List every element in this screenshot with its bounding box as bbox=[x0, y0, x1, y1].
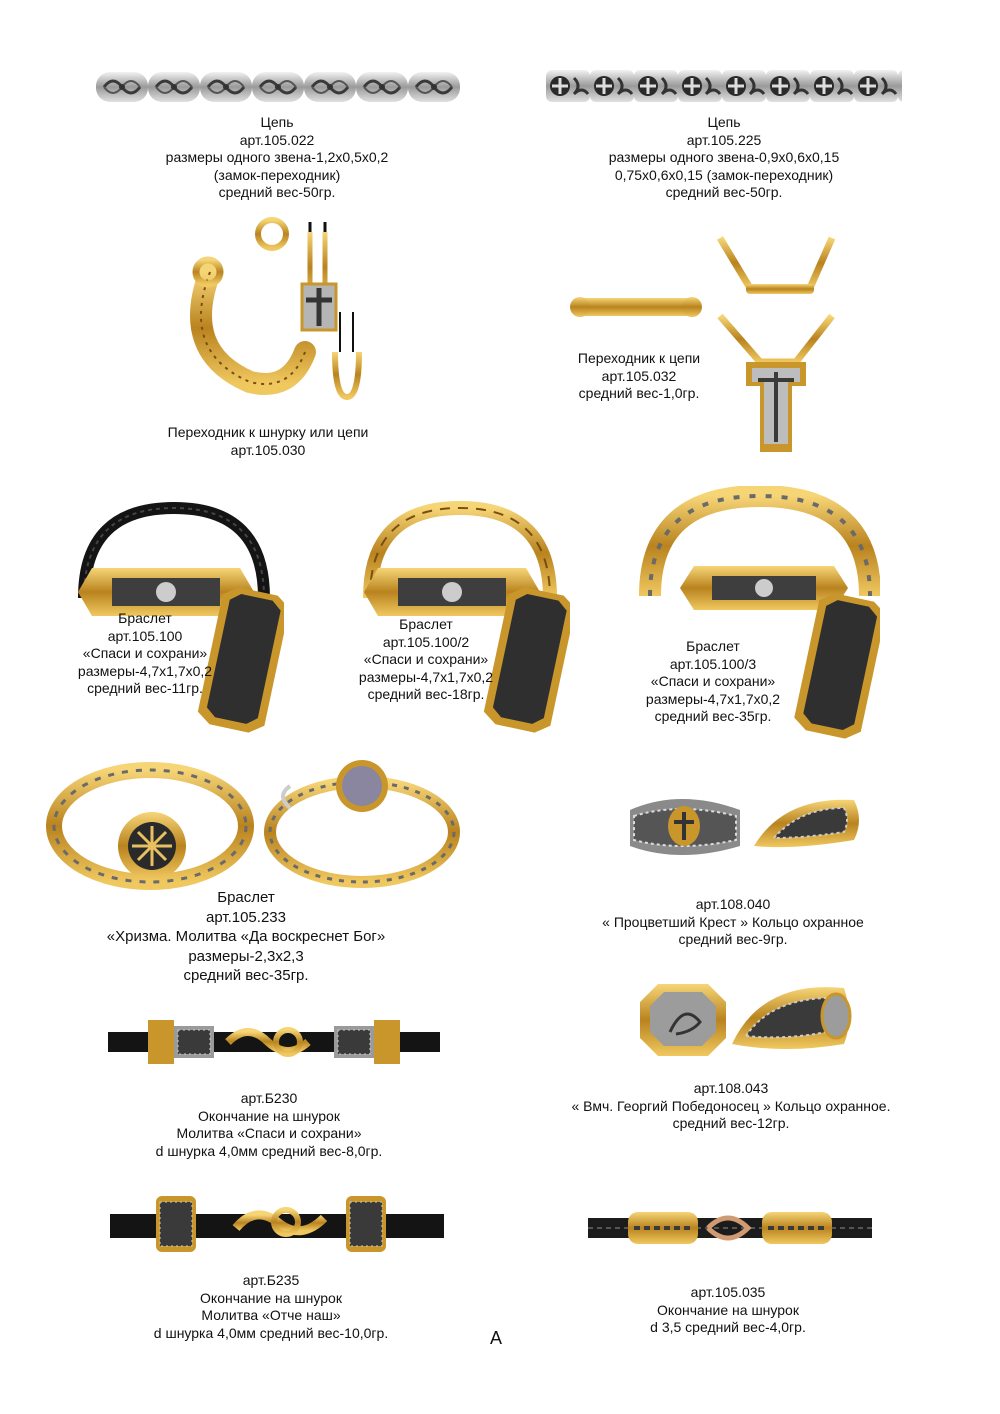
caption-line: арт.108.040 bbox=[695, 896, 771, 912]
caption-line: средний вес-9гр. bbox=[678, 931, 788, 947]
caption-line: средний вес-1,0гр. bbox=[578, 385, 700, 401]
ending-b230-image bbox=[108, 1012, 440, 1072]
caption-line: Браслет bbox=[118, 610, 172, 626]
caption-bracelet-105-100 bbox=[78, 610, 212, 698]
caption-line: Переходник к цепи bbox=[577, 350, 701, 366]
caption-line: размеры-4,7х1,7х0,2 bbox=[645, 690, 781, 707]
caption-line: Молитва «Спаси и сохрани» bbox=[176, 1125, 362, 1141]
chain-105-022-image bbox=[96, 66, 460, 108]
caption-line: арт.Б230 bbox=[240, 1090, 298, 1106]
caption-line: d шнурка 4,0мм средний вес-10,0гр. bbox=[153, 1324, 389, 1341]
caption-line: средний вес-11гр. bbox=[87, 680, 203, 696]
caption-line: Цепь bbox=[707, 114, 741, 130]
caption-line: Цепь bbox=[260, 114, 294, 130]
caption-line: арт.105.022 bbox=[239, 131, 315, 148]
ending-105-035-image bbox=[588, 1200, 872, 1256]
caption-line: арт.105.225 bbox=[686, 131, 762, 148]
caption-ending-b230 bbox=[156, 1090, 383, 1160]
caption-line: арт.105.035 bbox=[690, 1284, 766, 1300]
caption-line: Окончание на шнурок bbox=[200, 1289, 342, 1306]
caption-ending-105-035 bbox=[650, 1284, 806, 1337]
caption-line: 0,75х0,6х0,15 (замок-переходник) bbox=[614, 166, 834, 183]
caption-line: Окончание на шнурок bbox=[657, 1301, 799, 1318]
caption-line: арт.105.100 bbox=[107, 627, 183, 644]
caption-line: арт.105.233 bbox=[206, 908, 286, 926]
caption-bracelet-105-100-2 bbox=[359, 616, 493, 704]
caption-line: арт.Б235 bbox=[242, 1272, 300, 1288]
caption-line: (замок-переходник) bbox=[213, 166, 341, 183]
caption-line: размеры-2,3х2,3 bbox=[188, 947, 304, 965]
caption-line: размеры одного звена-1,2х0,5х0,2 bbox=[165, 149, 389, 165]
caption-line: средний вес-12гр. bbox=[672, 1115, 790, 1131]
caption-line: размеры-4,7х1,7х0,2 bbox=[358, 668, 494, 685]
caption-line: Молитва «Отче наш» bbox=[201, 1307, 341, 1323]
adapter-105-030-image bbox=[180, 212, 380, 412]
caption-bracelet-105-233 bbox=[107, 888, 386, 986]
caption-line: арт.108.043 bbox=[693, 1080, 769, 1096]
caption-line: «Спаси и сохрани» bbox=[82, 645, 208, 661]
bracelet-105-233-image bbox=[40, 756, 460, 892]
caption-line: «Хризма. Молитва «Да воскреснет Бог» bbox=[106, 928, 386, 945]
caption-line: арт.105.100/2 bbox=[382, 633, 470, 650]
caption-adapter-105-030 bbox=[168, 424, 369, 459]
caption-line: средний вес-35гр. bbox=[654, 708, 772, 724]
caption-chain-105-225 bbox=[609, 114, 839, 202]
caption-adapter-105-032 bbox=[578, 350, 700, 403]
caption-line: размеры-4,7х1,7х0,2 bbox=[77, 662, 213, 679]
caption-line: d 3,5 средний вес-4,0гр. bbox=[650, 1319, 806, 1335]
caption-line: Браслет bbox=[217, 889, 275, 906]
caption-line: размеры одного звена-0,9х0,6х0,15 bbox=[608, 149, 840, 165]
caption-line: Переходник к шнурку или цепи bbox=[167, 424, 369, 440]
adapter-105-032-image bbox=[570, 232, 840, 460]
caption-line: « Процветший Крест » Кольцо охранное bbox=[602, 913, 864, 930]
caption-line: Окончание на шнурок bbox=[198, 1107, 340, 1124]
caption-line: «Спаси и сохрани» bbox=[650, 673, 776, 689]
caption-line: Браслет bbox=[686, 638, 740, 654]
caption-ring-108-043 bbox=[572, 1080, 891, 1133]
caption-line: средний вес-35гр. bbox=[183, 967, 309, 984]
caption-line: «Спаси и сохрани» bbox=[363, 651, 489, 667]
ring-108-040-image bbox=[624, 790, 864, 860]
caption-line: средний вес-50гр. bbox=[218, 184, 336, 200]
caption-line: средний вес-50гр. bbox=[665, 184, 783, 200]
caption-ring-108-040 bbox=[602, 896, 864, 949]
page-letter: А bbox=[490, 1328, 503, 1348]
ending-b235-image bbox=[110, 1186, 444, 1260]
caption-line: Браслет bbox=[399, 616, 453, 632]
caption-line: арт.105.032 bbox=[601, 367, 677, 384]
caption-line: « Вмч. Георгий Победоносец » Кольцо охранное. bbox=[571, 1097, 891, 1114]
caption-line: арт.105.100/3 bbox=[669, 655, 757, 672]
chain-105-225-image bbox=[546, 66, 902, 106]
caption-line: арт.105.030 bbox=[230, 441, 306, 458]
caption-line: d шнурка 4,0мм средний вес-8,0гр. bbox=[155, 1142, 383, 1159]
caption-line: средний вес-18гр. bbox=[367, 686, 485, 702]
caption-chain-105-022 bbox=[166, 114, 389, 202]
ring-108-043-image bbox=[636, 978, 860, 1060]
caption-ending-b235 bbox=[154, 1272, 388, 1342]
caption-bracelet-105-100-3 bbox=[646, 638, 780, 726]
